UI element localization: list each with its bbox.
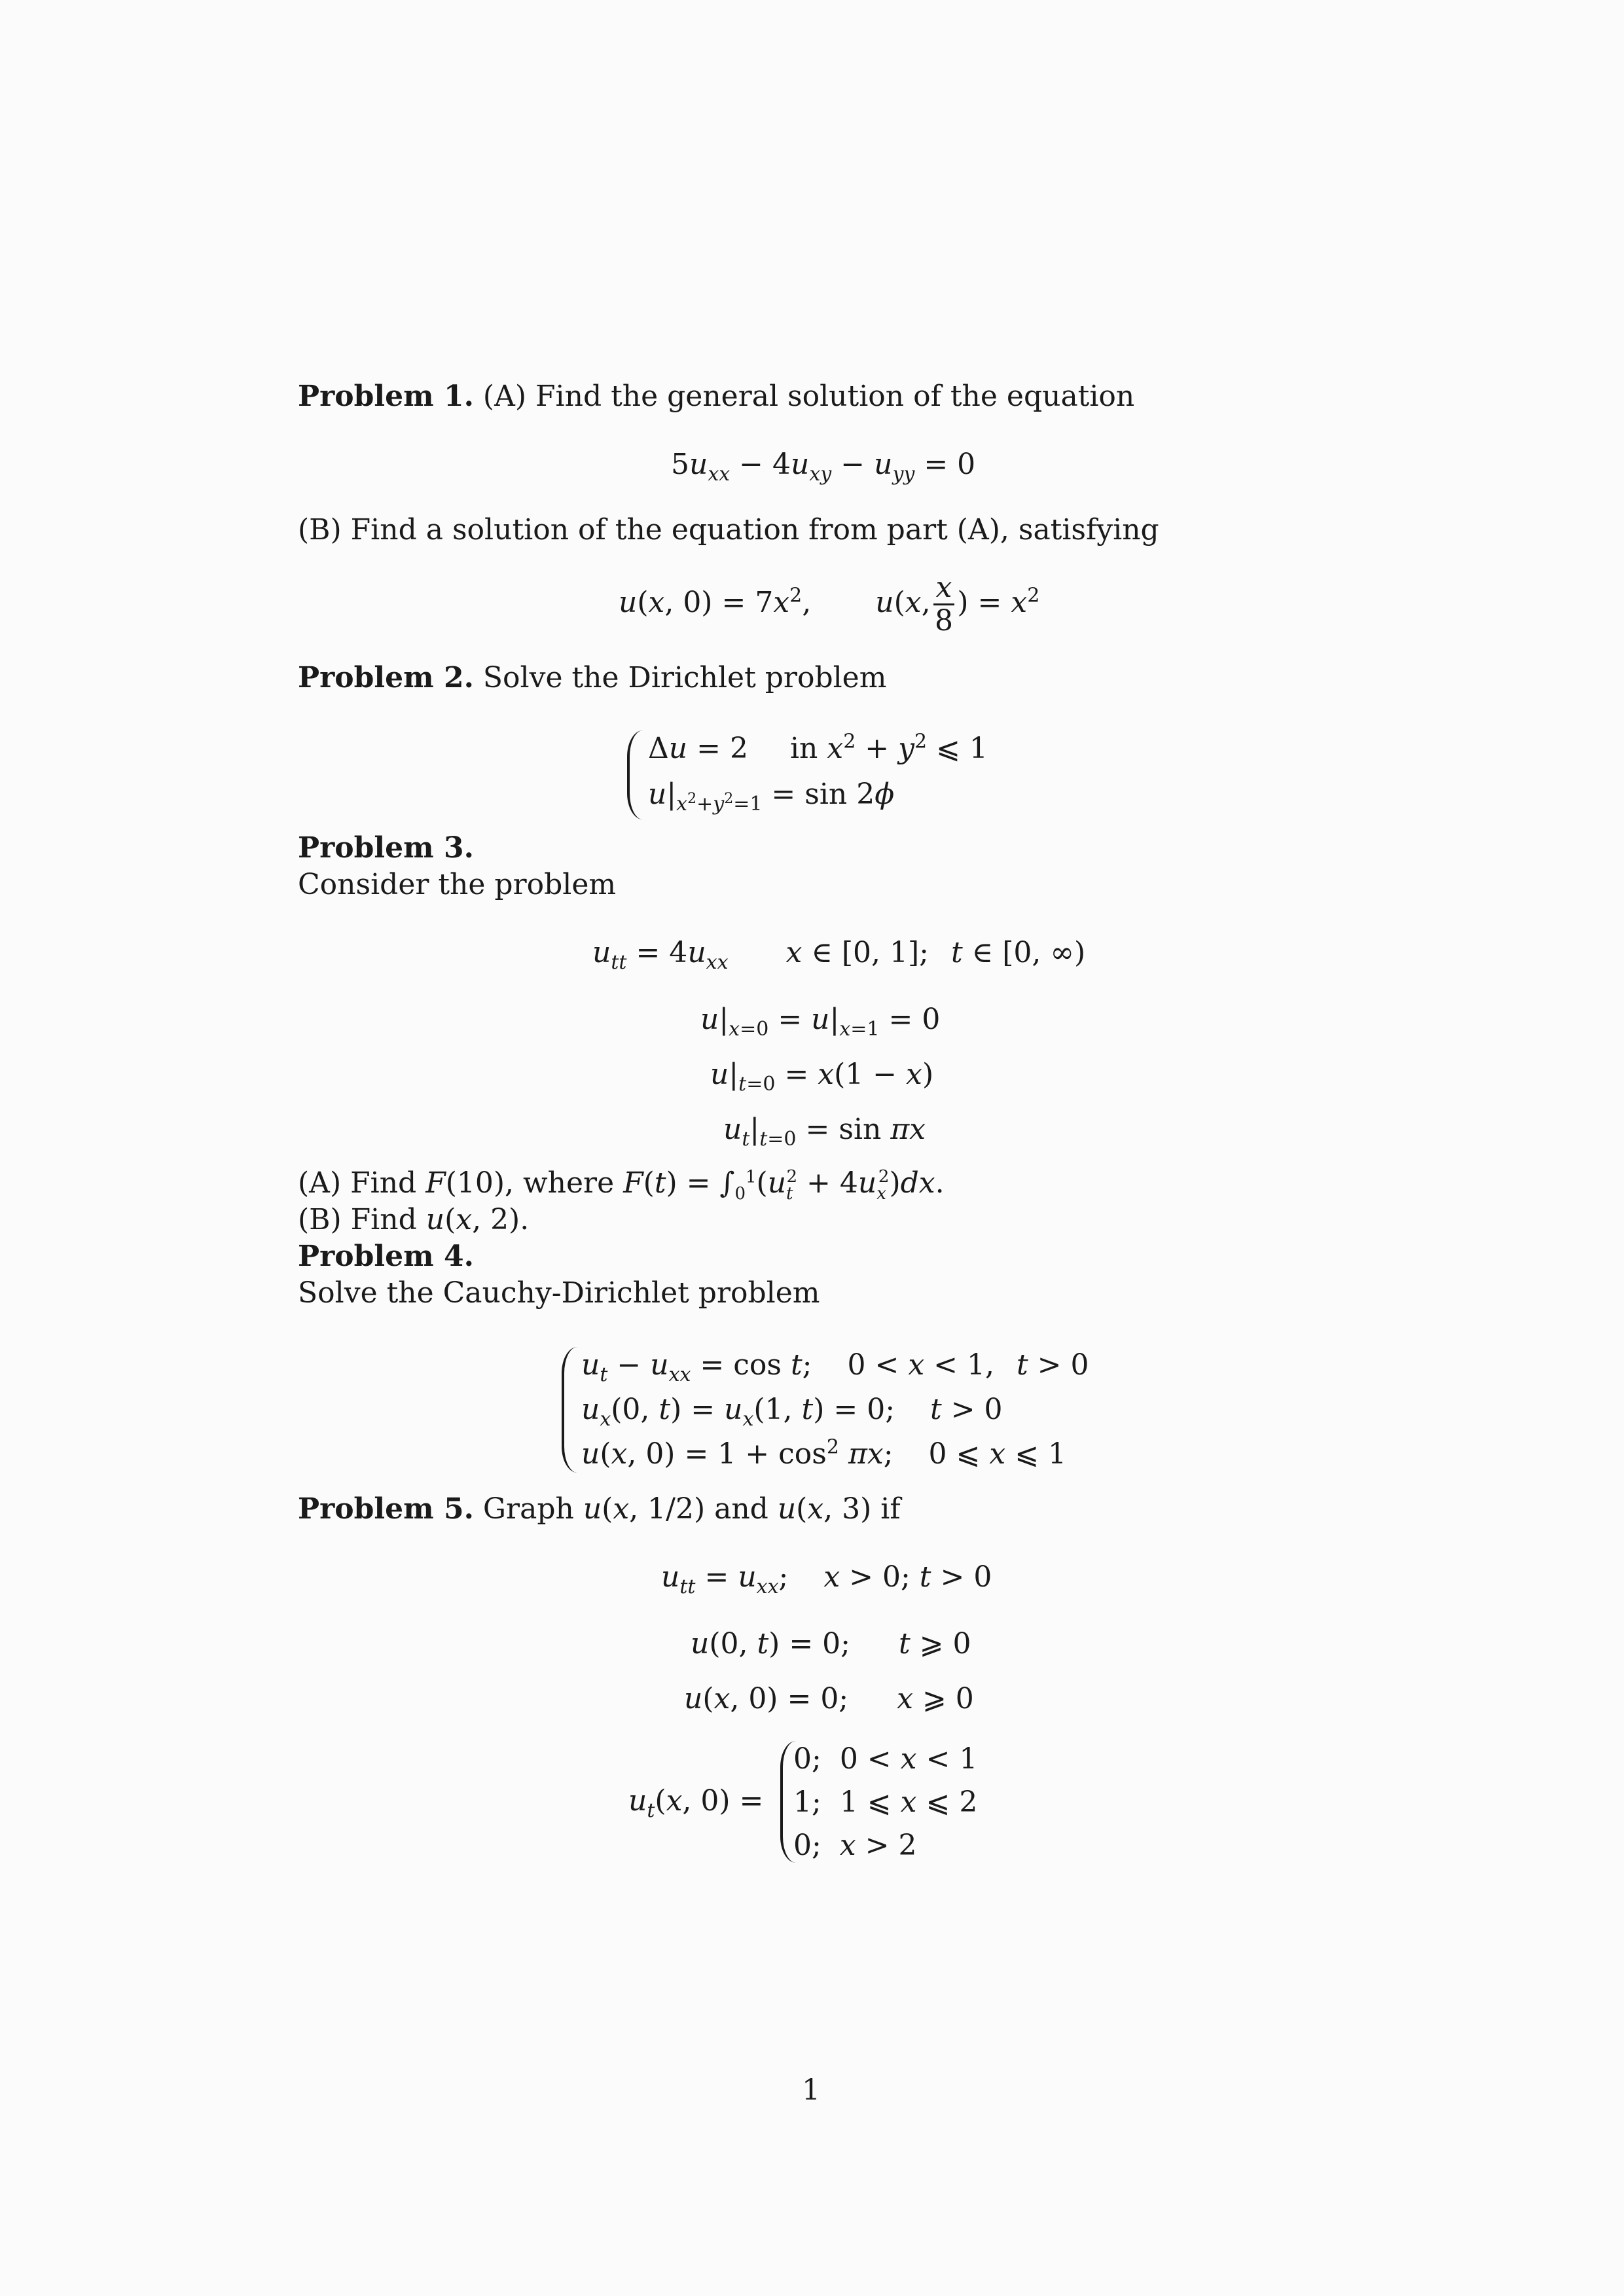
problem-3-eq-3: $u|_{t=0} = x(1 - x)$ [710,1058,934,1096]
problem-3-heading [298,830,474,867]
problem-1-text-a: (A) Find the general solution of the equation [482,380,1135,413]
problem-4-text: Solve the Cauchy-Dirichlet problem [298,1276,820,1310]
problem-1-heading: Problem 1. [298,380,474,413]
problem-3-heading-text: Problem 3. [298,831,474,865]
problem-1-line [298,378,1134,415]
problem-3-eq-2: $u|_{x=0} = u|_{x=1} = 0$ [700,1003,941,1041]
problem-3-eq-1: $u_{tt} = 4u_{xx}$ x ∈ [0, 1]; t ∈ [0, ∞) [592,936,1086,974]
problem-2-brace [627,730,643,819]
problem-5-eq-1: $u_{tt} = u_{xx}$; x > 0; t > 0 [661,1560,992,1598]
problem-4-system-row-2: $u_x(0$, $t) = u_x(1$, t) = 0; t > 0 [581,1393,1003,1431]
problem-4-brace [562,1347,577,1473]
problem-5-case-1: 0; 0 < x < 1 [793,1742,978,1776]
problem-4-system-row-3: u(x, $0) = 1 + \cos^2 \pi x$; 0 ⩽ x ⩽ 1 [581,1435,1067,1471]
problem-5-eq-3: u(x, 0) = 0; x ⩾ 0 [684,1682,974,1715]
problem-3-text-b: (B) Find u(x, 2). [298,1203,530,1236]
problem-3-text: Consider the problem [298,868,617,901]
problem-2-text: Solve the Dirichlet problem [482,661,887,694]
problem-1-text-b: (B) Find a solution of the equation from part (A), satisfying [298,513,1159,547]
problem-5-heading: Problem 5. [298,1492,474,1526]
problem-4-heading [298,1238,474,1275]
problem-5-case-2: 1; 1 ⩽ x ⩽ 2 [793,1785,978,1819]
problem-4-system-row-1: $u_t - u_{xx} = \cos t$; 0 < x < 1, t > 0 [581,1348,1089,1386]
problem-4-heading-text: Problem 4. [298,1240,474,1273]
problem-1-equation: $5u_{xx} - 4u_{xy} - u_{yy} = 0$ [671,448,976,486]
problem-5-piecewise-lhs: $u_t(x$, 0) = [628,1784,764,1822]
problem-3-eq-4: $u_t|_{t=0} = \sin \pi x$ [723,1113,926,1151]
page-number: 1 [802,2073,820,2107]
problem-2-heading: Problem 2. [298,661,474,694]
problem-2-line [298,660,886,696]
problem-3-text-a: (A) Find F(10), where $F(t) = \int_0^1(u_t^2 + 4u_x^2)dx$. [298,1166,945,1204]
problem-5-case-3: 0; x > 2 [793,1829,917,1862]
problem-1-conditions: u(x, $0) = 7x^2$, u(x, $\frac{x}{8}$ ) = $x^2$ [619,571,1040,637]
problem-2-system-row-2: $u|_{x^2+y^2=1} = \sin 2\phi$ [648,778,895,816]
problem-5-line [298,1491,901,1528]
problem-2-system-row-1: Δu = 2 in $x^2 + y^2$ ⩽ 1 [648,730,988,765]
problem-5-eq-2: u(0, t) = 0; t ⩾ 0 [691,1627,971,1660]
problem-5-text: Graph u(x, 1/2) and u(x, 3) if [482,1492,901,1526]
